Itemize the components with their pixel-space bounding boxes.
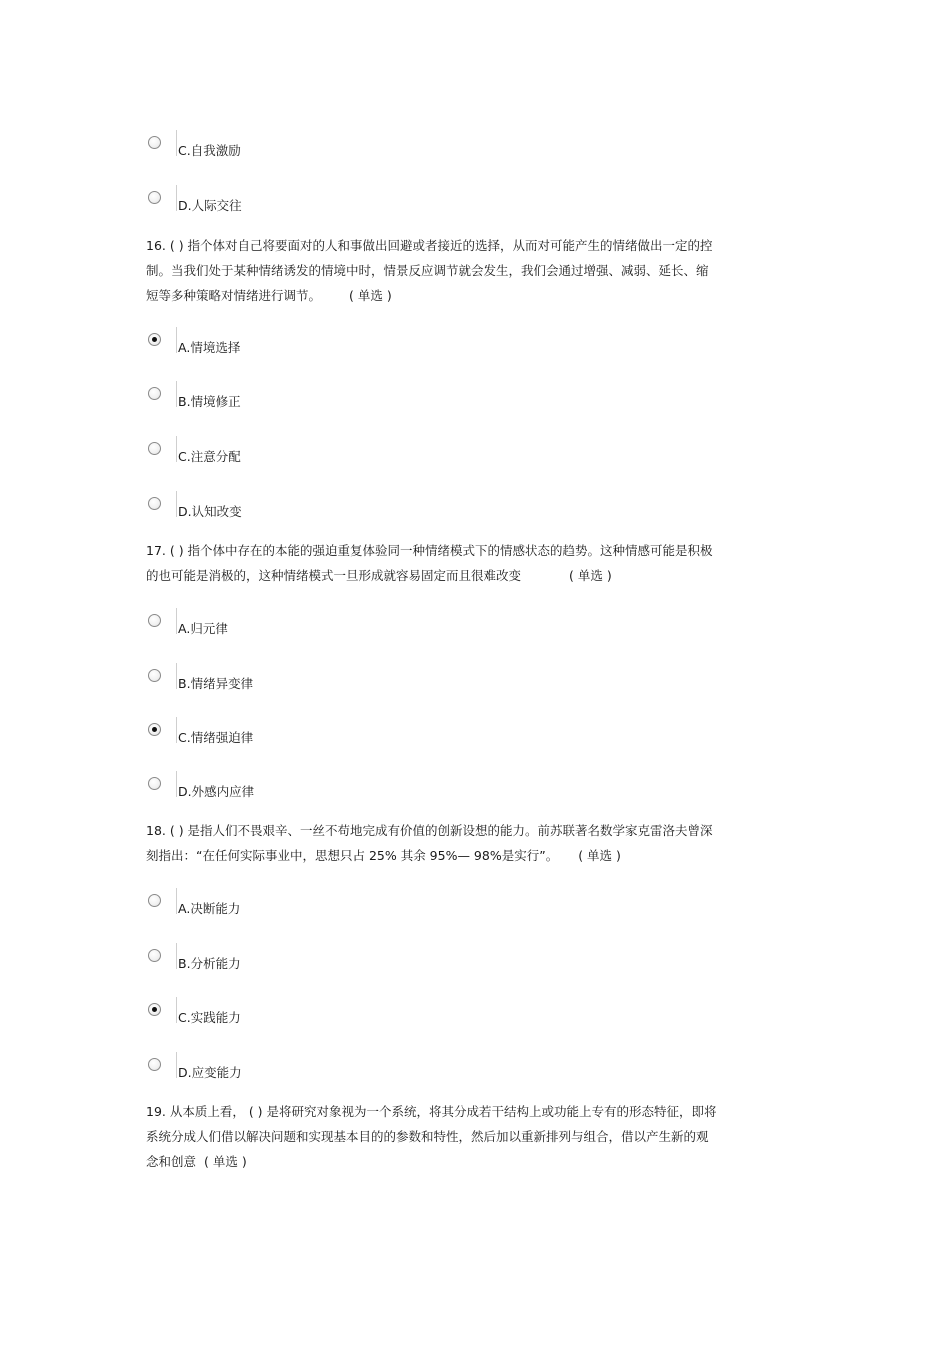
radio-button[interactable] xyxy=(148,191,161,204)
divider xyxy=(176,381,177,407)
question-17 xyxy=(146,538,756,588)
option-label: C.自我激励 xyxy=(178,143,241,158)
divider xyxy=(176,943,177,969)
radio-button[interactable] xyxy=(148,442,161,455)
question-text-line: 18. ( ) 是指人们不畏艰辛、一丝不苟地完成有价值的创新设想的能力。前苏联著名数学家克雷洛夫曾深 xyxy=(146,823,713,838)
radio-button[interactable] xyxy=(148,497,161,510)
option-b-emotion-variation-law[interactable] xyxy=(146,669,546,699)
option-label: D.认知改变 xyxy=(178,504,242,519)
question-type-tag: ( 单选 ) xyxy=(349,288,392,303)
divider xyxy=(176,491,177,517)
option-label: A.决断能力 xyxy=(178,901,241,916)
radio-button[interactable] xyxy=(148,949,161,962)
radio-button[interactable] xyxy=(148,136,161,149)
option-label: D.人际交往 xyxy=(178,198,242,213)
divider xyxy=(176,436,177,462)
option-c-emotion-compulsion-law[interactable] xyxy=(146,723,546,753)
divider xyxy=(176,130,177,156)
question-19 xyxy=(146,1099,756,1174)
radio-button[interactable] xyxy=(148,669,161,682)
option-a-return-law[interactable] xyxy=(146,614,546,644)
question-type-tag: ( 单选 ) xyxy=(204,1154,247,1169)
option-label: A.归元律 xyxy=(178,621,228,636)
divider xyxy=(176,185,177,211)
option-label: D.应变能力 xyxy=(178,1065,242,1080)
question-18 xyxy=(146,818,756,868)
divider xyxy=(176,888,177,914)
option-label: A.情境选择 xyxy=(178,340,241,355)
option-d-interpersonal[interactable] xyxy=(146,191,546,221)
radio-button[interactable] xyxy=(148,1003,161,1016)
divider xyxy=(176,997,177,1023)
question-text-line: 制。当我们处于某种情绪诱发的情境中时，情景反应调节就会发生，我们会通过增强、减弱、延长、缩 xyxy=(146,263,709,278)
question-text-line: 的也可能是消极的，这种情绪模式一旦形成就容易固定而且很难改变 ( 单选 ) xyxy=(146,568,612,583)
question-type-tag: ( 单选 ) xyxy=(578,848,621,863)
divider xyxy=(176,717,177,743)
radio-button[interactable] xyxy=(148,387,161,400)
question-type-tag: ( 单选 ) xyxy=(569,568,612,583)
divider xyxy=(176,1052,177,1078)
divider xyxy=(176,608,177,634)
option-label: B.情绪异变律 xyxy=(178,676,254,691)
divider xyxy=(176,327,177,353)
radio-button[interactable] xyxy=(148,1058,161,1071)
divider xyxy=(176,663,177,689)
radio-button[interactable] xyxy=(148,777,161,790)
option-label: D.外感内应律 xyxy=(178,784,255,799)
option-a-decision-ability[interactable] xyxy=(146,894,546,924)
option-d-cognitive-change[interactable] xyxy=(146,497,546,527)
option-c-attention-deployment[interactable] xyxy=(146,442,546,472)
divider xyxy=(176,771,177,797)
option-label: C.注意分配 xyxy=(178,449,241,464)
question-text-line: 念和创意 ( 单选 ) xyxy=(146,1154,247,1169)
question-16 xyxy=(146,233,756,308)
question-text-line: 刻指出：“在任何实际事业中，思想只占 25% 其余 95%— 98%是实行”。 ( 单选 ) xyxy=(146,848,621,863)
option-b-situation-modification[interactable] xyxy=(146,387,546,417)
option-b-analysis-ability[interactable] xyxy=(146,949,546,979)
question-text-line: 16. ( ) 指个体对自己将要面对的人和事做出回避或者接近的选择，从而对可能产生的情绪做出一定的控 xyxy=(146,238,713,253)
option-d-adaptability[interactable] xyxy=(146,1058,546,1088)
option-label: C.情绪强迫律 xyxy=(178,730,254,745)
option-a-situation-selection[interactable] xyxy=(146,333,546,363)
option-c-self-motivation[interactable] xyxy=(146,136,546,166)
question-text-line: 19. 从本质上看， ( ) 是将研究对象视为一个系统，将其分成若干结构上或功能上专有的形态特征，即将 xyxy=(146,1104,717,1119)
option-label: B.分析能力 xyxy=(178,956,241,971)
question-text-line: 短等多种策略对情绪进行调节。 ( 单选 ) xyxy=(146,288,392,303)
option-label: B.情境修正 xyxy=(178,394,241,409)
question-text-line: 17. ( ) 指个体中存在的本能的强迫重复体验同一种情绪模式下的情感状态的趋势。这种情感可能是积极 xyxy=(146,543,713,558)
radio-button[interactable] xyxy=(148,894,161,907)
option-label: C.实践能力 xyxy=(178,1010,241,1025)
question-text-line: 系统分成人们借以解决问题和实现基本目的的参数和特性，然后加以重新排列与组合，借以产生新的观 xyxy=(146,1129,709,1144)
option-d-external-internal-law[interactable] xyxy=(146,777,546,807)
radio-button[interactable] xyxy=(148,614,161,627)
option-c-practice-ability[interactable] xyxy=(146,1003,546,1033)
radio-button[interactable] xyxy=(148,333,161,346)
radio-button[interactable] xyxy=(148,723,161,736)
